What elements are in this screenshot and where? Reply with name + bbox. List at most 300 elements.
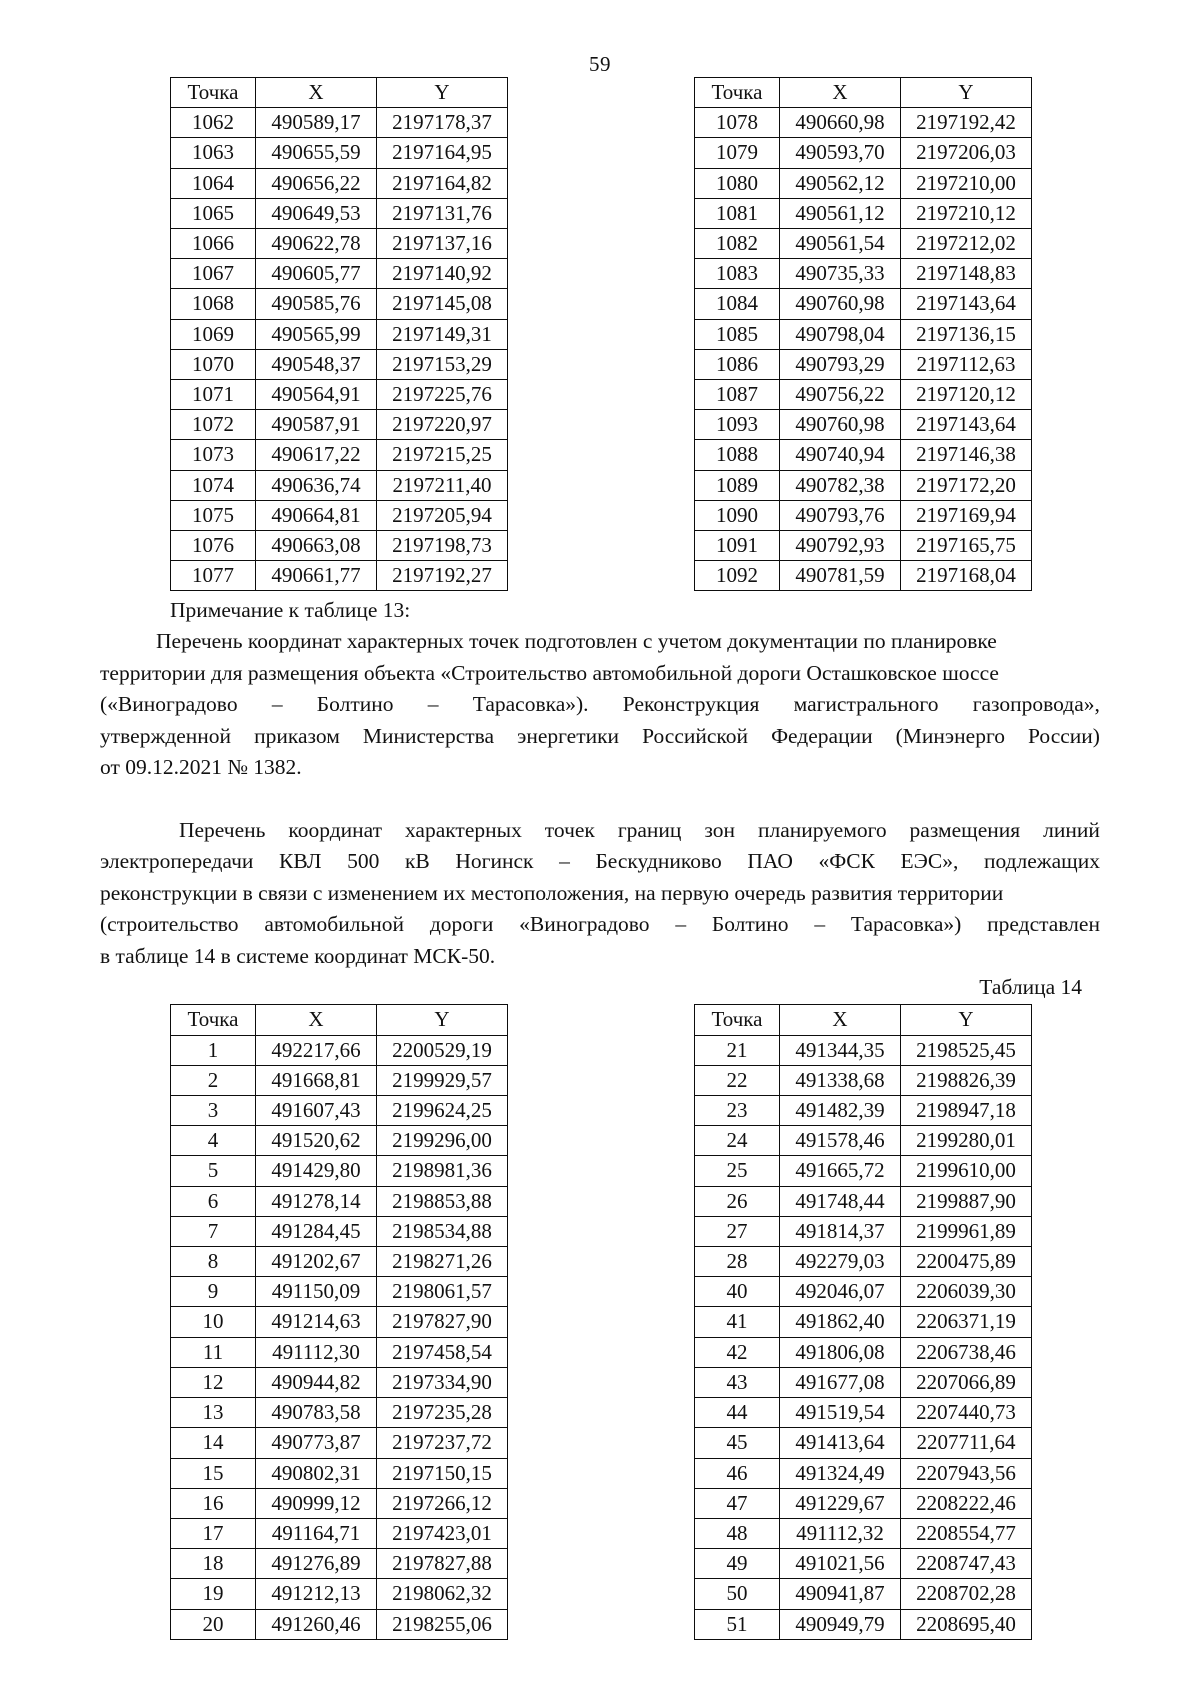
cell-point: 1 [171,1035,256,1065]
cell-point: 1062 [171,108,256,138]
cell-point: 3 [171,1096,256,1126]
column-header-point: Точка [695,1005,780,1035]
intro-line-2 [100,846,1100,878]
word: Тарасовка») [850,912,962,937]
cell-y: 2197827,90 [377,1307,508,1337]
cell-x: 491677,08 [780,1367,901,1397]
paragraph-spacer [0,784,1200,815]
cell-x: 490622,78 [256,229,377,259]
table-row [171,1307,508,1337]
cell-y: 2199296,00 [377,1126,508,1156]
cell-x: 490617,22 [256,440,377,470]
cell-point: 43 [695,1367,780,1397]
cell-y: 2207066,89 [901,1367,1032,1397]
cell-point: 28 [695,1247,780,1277]
cell-point: 44 [695,1398,780,1428]
cell-point: 1067 [171,259,256,289]
word: электропередачи [100,849,254,874]
column-header-y: Y [377,1005,508,1035]
cell-y: 2197212,02 [901,229,1032,259]
cell-y: 2198826,39 [901,1065,1032,1095]
table-row [171,108,508,138]
word: кВ [404,849,430,874]
intro-line-3: реконструкции в связи с изменением их местоположения, на первую очередь развития территории [100,880,1004,905]
cell-x: 491164,71 [256,1518,377,1548]
table-row [171,1549,508,1579]
word: приказом [254,723,340,748]
table-row [695,1035,1032,1065]
word: дороги [429,912,494,937]
cell-y: 2199929,57 [377,1065,508,1095]
cell-point: 45 [695,1428,780,1458]
cell-x: 490656,22 [256,168,377,198]
word: границ [617,817,682,842]
page-number: 59 [589,52,611,76]
word: (Минэнерго [895,723,1005,748]
table-row [695,259,1032,289]
cell-y: 2197136,15 [901,319,1032,349]
cell-point: 24 [695,1126,780,1156]
cell-x: 490773,87 [256,1428,377,1458]
word: – [427,692,439,717]
cell-y: 2197206,03 [901,138,1032,168]
table-13-pair [0,77,1200,591]
word: России) [1028,723,1100,748]
table-row [171,1035,508,1065]
cell-y: 2206039,30 [901,1277,1032,1307]
cell-y: 2198061,57 [377,1277,508,1307]
cell-y: 2197172,20 [901,470,1032,500]
cell-y: 2197178,37 [377,108,508,138]
cell-point: 26 [695,1186,780,1216]
cell-y: 2199610,00 [901,1156,1032,1186]
cell-y: 2199961,89 [901,1216,1032,1246]
note-line-4 [100,721,1100,753]
table-row [695,319,1032,349]
note-line-3 [100,689,1100,721]
table-row [695,1065,1032,1095]
cell-point: 1092 [695,561,780,591]
table-row [171,1579,508,1609]
word: Реконструкция [622,692,760,717]
cell-y: 2208222,46 [901,1488,1032,1518]
word: Болтино [316,692,394,717]
cell-point: 25 [695,1156,780,1186]
cell-y: 2207440,73 [901,1398,1032,1428]
cell-x: 492279,03 [780,1247,901,1277]
column-header-y: Y [901,1005,1032,1035]
table-row [171,470,508,500]
cell-y: 2197192,42 [901,108,1032,138]
word: – [271,692,283,717]
table-row [695,1518,1032,1548]
cell-point: 1071 [171,380,256,410]
table-14-left [170,1004,508,1639]
cell-point: 1072 [171,410,256,440]
table-row [171,1518,508,1548]
cell-x: 490564,91 [256,380,377,410]
cell-x: 491413,64 [780,1428,901,1458]
cell-y: 2197165,75 [901,531,1032,561]
cell-x: 491324,49 [780,1458,901,1488]
cell-x: 491112,32 [780,1518,901,1548]
cell-point: 12 [171,1367,256,1397]
table-header-row [695,78,1032,108]
cell-point: 1070 [171,349,256,379]
table-row [171,1488,508,1518]
table-14-left-body [171,1035,508,1639]
cell-point: 49 [695,1549,780,1579]
table-row [171,531,508,561]
cell-x: 491748,44 [780,1186,901,1216]
cell-x: 490781,59 [780,561,901,591]
cell-x: 490756,22 [780,380,901,410]
table-row [171,1156,508,1186]
cell-y: 2197220,97 [377,410,508,440]
cell-x: 490792,93 [780,531,901,561]
cell-y: 2206738,46 [901,1337,1032,1367]
cell-x: 491229,67 [780,1488,901,1518]
table-row [171,380,508,410]
table-row [171,319,508,349]
cell-x: 490802,31 [256,1458,377,1488]
cell-x: 490548,37 [256,349,377,379]
table-row [171,1186,508,1216]
cell-x: 491260,46 [256,1609,377,1639]
table-row [695,1549,1032,1579]
table-row [171,1126,508,1156]
cell-y: 2200529,19 [377,1035,508,1065]
cell-x: 492217,66 [256,1035,377,1065]
cell-x: 491578,46 [780,1126,901,1156]
table-row [171,229,508,259]
word: Федерации [771,723,873,748]
cell-point: 1090 [695,500,780,530]
cell-point: 1087 [695,380,780,410]
cell-point: 9 [171,1277,256,1307]
cell-point: 1083 [695,259,780,289]
table-row [171,1367,508,1397]
table-row [171,1337,508,1367]
table-row [695,440,1032,470]
cell-point: 7 [171,1216,256,1246]
cell-x: 490663,08 [256,531,377,561]
table-header-row [171,1005,508,1035]
cell-y: 2198062,32 [377,1579,508,1609]
word: утвержденной [100,723,232,748]
cell-y: 2197334,90 [377,1367,508,1397]
cell-x: 490661,77 [256,561,377,591]
cell-x: 490941,87 [780,1579,901,1609]
cell-point: 1088 [695,440,780,470]
cell-x: 490636,74 [256,470,377,500]
word: (строительство [100,912,239,937]
cell-y: 2198534,88 [377,1216,508,1246]
table-14-pair [0,1004,1200,1639]
cell-point: 1076 [171,531,256,561]
cell-x: 490798,04 [780,319,901,349]
cell-point: 27 [695,1216,780,1246]
cell-y: 2197112,63 [901,349,1032,379]
cell-y: 2207711,64 [901,1428,1032,1458]
cell-point: 17 [171,1518,256,1548]
cell-y: 2197164,82 [377,168,508,198]
cell-point: 42 [695,1337,780,1367]
table-13-right [694,77,1032,591]
note-label: Примечание к таблице 13: [170,598,411,623]
cell-y: 2197145,08 [377,289,508,319]
table-row [695,198,1032,228]
cell-point: 1093 [695,410,780,440]
cell-y: 2197235,28 [377,1398,508,1428]
cell-point: 16 [171,1488,256,1518]
cell-y: 2197423,01 [377,1518,508,1548]
word: линий [1043,817,1100,842]
cell-point: 19 [171,1579,256,1609]
cell-y: 2197210,12 [901,198,1032,228]
cell-point: 10 [171,1307,256,1337]
cell-point: 1086 [695,349,780,379]
table-row [695,1579,1032,1609]
cell-point: 1078 [695,108,780,138]
table-row [695,138,1032,168]
word: автомобильной [264,912,405,937]
word: планируемого [757,817,887,842]
cell-y: 2197210,00 [901,168,1032,198]
cell-y: 2197143,64 [901,410,1032,440]
cell-point: 1082 [695,229,780,259]
cell-x: 490740,94 [780,440,901,470]
word: точек [544,817,595,842]
cell-x: 491862,40 [780,1307,901,1337]
cell-point: 18 [171,1549,256,1579]
table-row [695,1126,1032,1156]
column-header-x: X [780,78,901,108]
cell-x: 491278,14 [256,1186,377,1216]
cell-y: 2197164,95 [377,138,508,168]
word: координат [288,817,383,842]
column-header-y: Y [901,78,1032,108]
cell-point: 47 [695,1488,780,1518]
cell-x: 491214,63 [256,1307,377,1337]
cell-x: 491806,08 [780,1337,901,1367]
cell-y: 2208554,77 [901,1518,1032,1548]
table-row [171,168,508,198]
table-row [171,1096,508,1126]
table-row [171,1065,508,1095]
cell-y: 2198947,18 [901,1096,1032,1126]
cell-point: 1068 [171,289,256,319]
table-row [695,1337,1032,1367]
cell-point: 1069 [171,319,256,349]
table-row [171,349,508,379]
cell-x: 492046,07 [780,1277,901,1307]
cell-point: 23 [695,1096,780,1126]
table-row [695,1609,1032,1639]
cell-y: 2199280,01 [901,1126,1032,1156]
cell-x: 490561,12 [780,198,901,228]
cell-y: 2198981,36 [377,1156,508,1186]
cell-point: 5 [171,1156,256,1186]
cell-x: 490593,70 [780,138,901,168]
cell-point: 15 [171,1458,256,1488]
cell-y: 2197237,72 [377,1428,508,1458]
cell-x: 491482,39 [780,1096,901,1126]
cell-y: 2208747,43 [901,1549,1032,1579]
word: – [675,912,687,937]
cell-x: 490793,29 [780,349,901,379]
cell-y: 2197137,16 [377,229,508,259]
cell-x: 490565,99 [256,319,377,349]
cell-x: 490649,53 [256,198,377,228]
cell-y: 2208702,28 [901,1579,1032,1609]
cell-point: 6 [171,1186,256,1216]
cell-x: 490944,82 [256,1367,377,1397]
word: характерных [404,817,522,842]
cell-x: 490782,38 [780,470,901,500]
table-row [171,259,508,289]
table-row [695,1186,1032,1216]
cell-y: 2197131,76 [377,198,508,228]
cell-x: 490561,54 [780,229,901,259]
cell-x: 490562,12 [780,168,901,198]
word: подлежащих [983,849,1100,874]
table-row [695,470,1032,500]
cell-x: 490793,76 [780,500,901,530]
cell-y: 2197266,12 [377,1488,508,1518]
cell-point: 8 [171,1247,256,1277]
table-row [695,380,1032,410]
cell-x: 491202,67 [256,1247,377,1277]
table-row [171,138,508,168]
cell-y: 2199624,25 [377,1096,508,1126]
cell-y: 2197149,31 [377,319,508,349]
table-row [695,531,1032,561]
table-row [695,108,1032,138]
cell-y: 2197225,76 [377,380,508,410]
word: Ногинск [455,849,534,874]
cell-x: 491150,09 [256,1277,377,1307]
cell-point: 46 [695,1458,780,1488]
note-paragraph [0,626,1200,784]
table-row [695,1277,1032,1307]
intro-paragraph [0,815,1200,973]
cell-y: 2200475,89 [901,1247,1032,1277]
word: ПАО [747,849,793,874]
cell-point: 48 [695,1518,780,1548]
note-line-5: от 09.12.2021 № 1382. [100,755,302,780]
cell-point: 21 [695,1035,780,1065]
cell-x: 491276,89 [256,1549,377,1579]
cell-point: 1079 [695,138,780,168]
table-header-row [171,78,508,108]
cell-y: 2198853,88 [377,1186,508,1216]
cell-x: 490949,79 [780,1609,901,1639]
cell-y: 2197211,40 [377,470,508,500]
word: – [814,912,826,937]
word: («Виноградово [100,692,238,717]
note-line-2: территории для размещения объекта «Строительство автомобильной дороги Осташковское шоссе [100,660,999,685]
cell-x: 491112,30 [256,1337,377,1367]
column-header-x: X [780,1005,901,1035]
note-line-1-text: Перечень координат характерных точек подготовлен с учетом документации по планировке [156,629,997,654]
table-row [695,1156,1032,1186]
word: Тарасовка»). [472,692,589,717]
cell-x: 490760,98 [780,289,901,319]
cell-y: 2197153,29 [377,349,508,379]
cell-x: 491665,72 [780,1156,901,1186]
table-14-right-body [695,1035,1032,1639]
cell-x: 491284,45 [256,1216,377,1246]
cell-y: 2197192,27 [377,561,508,591]
cell-x: 490760,98 [780,410,901,440]
table-row [695,168,1032,198]
cell-point: 1073 [171,440,256,470]
column-header-x: X [256,1005,377,1035]
cell-x: 490589,17 [256,108,377,138]
cell-x: 491021,56 [780,1549,901,1579]
cell-point: 14 [171,1428,256,1458]
table-row [171,289,508,319]
intro-line-5: в таблице 14 в системе координат МСК-50. [100,943,496,968]
column-header-point: Точка [171,1005,256,1035]
table-row [695,1096,1032,1126]
cell-x: 491344,35 [780,1035,901,1065]
table-row [695,1307,1032,1337]
cell-y: 2198525,45 [901,1035,1032,1065]
table-row [695,500,1032,530]
word: магистрального [793,692,939,717]
table-row [695,349,1032,379]
cell-y: 2198255,06 [377,1609,508,1639]
cell-x: 491668,81 [256,1065,377,1095]
cell-x: 491520,62 [256,1126,377,1156]
cell-x: 490585,76 [256,289,377,319]
cell-point: 1064 [171,168,256,198]
table-13-left [170,77,508,591]
word: Российской [642,723,749,748]
table-row [171,440,508,470]
cell-point: 11 [171,1337,256,1367]
cell-x: 490660,98 [780,108,901,138]
cell-y: 2197458,54 [377,1337,508,1367]
table-row [171,1609,508,1639]
cell-y: 2197198,73 [377,531,508,561]
word: энергетики [517,723,620,748]
word: «Виноградово [519,912,650,937]
cell-y: 2206371,19 [901,1307,1032,1337]
cell-y: 2197146,38 [901,440,1032,470]
word: представлен [987,912,1100,937]
cell-x: 490664,81 [256,500,377,530]
cell-x: 491814,37 [780,1216,901,1246]
word: Бескудниково [595,849,722,874]
cell-x: 490735,33 [780,259,901,289]
cell-y: 2197143,64 [901,289,1032,319]
word: Министерства [362,723,495,748]
cell-point: 1080 [695,168,780,198]
cell-x: 490587,91 [256,410,377,440]
table-row [695,1398,1032,1428]
cell-point: 1084 [695,289,780,319]
column-header-y: Y [377,78,508,108]
word: ЕЭС», [900,849,959,874]
word: – [559,849,570,874]
note-line-1 [100,626,1100,658]
cell-x: 491519,54 [780,1398,901,1428]
intro-line-1 [100,815,1100,847]
table-row [171,1216,508,1246]
